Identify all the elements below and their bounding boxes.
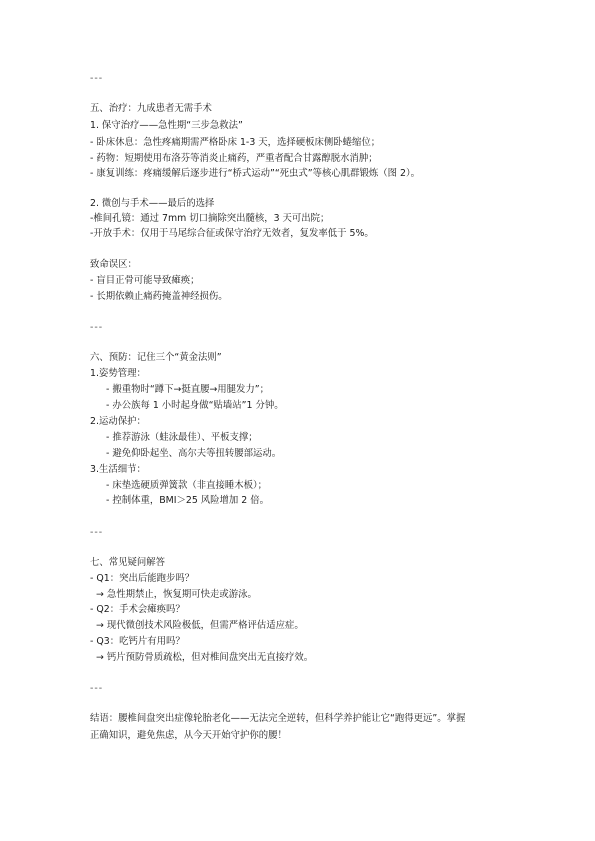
list-item: - 避免仰卧起坐、高尔夫等扭转腰部运动。 xyxy=(106,448,282,459)
question: - Q3：吃钙片有用吗？ xyxy=(90,636,185,647)
list-item: - 推荐游泳（蛙泳最佳）、平板支撑； xyxy=(106,432,258,443)
list-item: - 床垫选硬质弹簧款（非直接睡木板）； xyxy=(106,480,268,491)
list-item: -椎间孔镜：通过 7mm 切口摘除突出髓核，3 天可出院； xyxy=(90,213,330,224)
conclusion-line: 结语：腰椎间盘突出症像轮胎老化——无法完全逆转，但科学养护能让它“跑得更远”。掌握 xyxy=(90,713,466,724)
section-6-title: 六、预防：记住三个“黄金法则” xyxy=(90,352,222,363)
list-item: - 控制体重，BMI＞25 风险增加 2 倍。 xyxy=(106,495,269,506)
answer: → 现代微创技术风险极低，但需严格评估适应症。 xyxy=(96,620,304,631)
separator: --- xyxy=(90,683,104,694)
conclusion-line: 正确知识，避免焦虑，从今天开始守护你的腰！ xyxy=(90,730,287,741)
separator: --- xyxy=(90,73,104,84)
rule-heading: 3.生活细节： xyxy=(90,464,146,475)
misconception-title: 致命误区： xyxy=(90,259,137,270)
list-item: - 康复训练：疼痛缓解后逐步进行“桥式运动”“死虫式”等核心肌群锻炼（图 2）。 xyxy=(90,168,421,179)
question: - Q2：手术会瘫痪吗？ xyxy=(90,604,185,615)
separator: --- xyxy=(90,322,104,333)
answer: → 急性期禁止，恢复期可快走或游泳。 xyxy=(96,589,257,600)
section-5-title: 五、治疗：九成患者无需手术 xyxy=(90,103,212,114)
list-item: - 搬重物时“蹲下→挺直腰→用腿发力”； xyxy=(106,384,270,395)
section-5-subtitle-1: 1. 保守治疗——急性期“三步急救法” xyxy=(90,120,243,131)
list-item: - 长期依赖止痛药掩盖神经损伤。 xyxy=(90,291,228,302)
rule-heading: 1.姿势管理： xyxy=(90,368,146,379)
separator: --- xyxy=(90,527,104,538)
list-item: - 药物：短期使用布洛芬等消炎止痛药，严重者配合甘露醇脱水消肿； xyxy=(90,153,378,164)
list-item: - 办公族每 1 小时起身做“贴墙站”1 分钟。 xyxy=(106,400,284,411)
rule-heading: 2.运动保护： xyxy=(90,416,146,427)
question: - Q1：突出后能跑步吗？ xyxy=(90,573,195,584)
list-item: - 盲目正骨可能导致瘫痪； xyxy=(90,275,200,286)
answer: → 钙片预防骨质疏松，但对椎间盘突出无直接疗效。 xyxy=(96,652,314,663)
list-item: -开放手术：仅用于马尾综合征或保守治疗无效者，复发率低于 5%。 xyxy=(90,228,374,239)
section-7-title: 七、常见疑问解答 xyxy=(90,557,166,568)
list-item: - 卧床休息：急性疼痛期需严格卧床 1-3 天，选择硬板床侧卧蜷缩位； xyxy=(90,137,381,148)
section-5-subtitle-2: 2. 微创与手术——最后的选择 xyxy=(90,198,215,209)
